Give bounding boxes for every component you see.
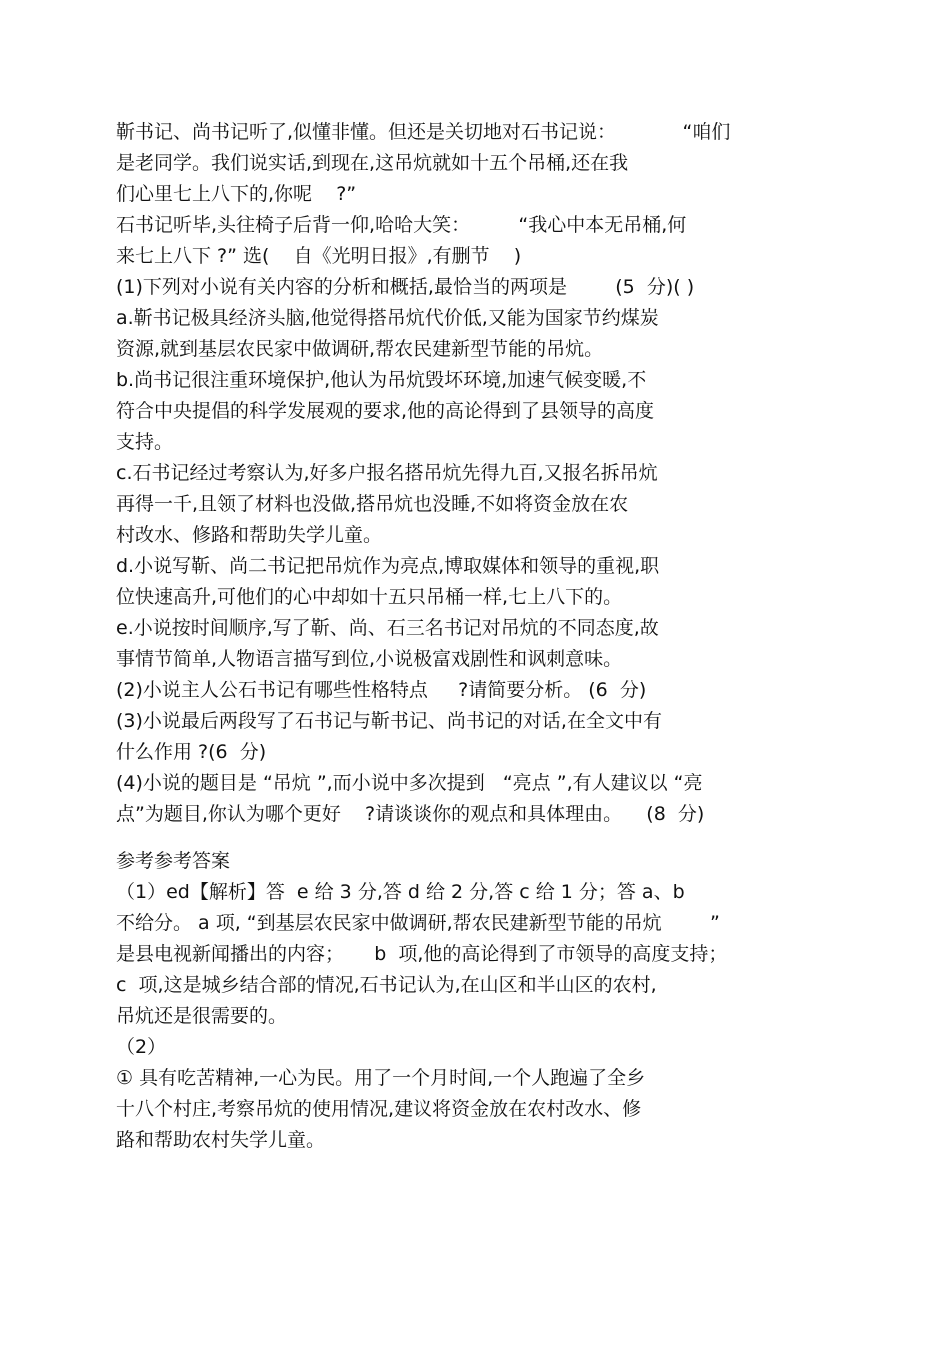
document-body	[116, 117, 816, 1156]
answer-line: （2）	[116, 1036, 167, 1058]
text-line: 来七上八下 ?” 选( 自《光明日报》,有删节 )	[116, 245, 522, 267]
option-c-cont: 村改水、修路和帮助失学儿童。	[116, 524, 383, 546]
option-b-cont: 支持。	[116, 431, 174, 453]
text-line: 靳书记、尚书记听了,似懂非懂。但还是关切地对石书记说： “咱们	[116, 121, 731, 143]
answer-line: 十八个村庄,考察吊炕的使用情况,建议将资金放在农村改水、修	[116, 1098, 642, 1120]
option-d-cont: 位快速高升,可他们的心中却如十五只吊桶一样,七上八下的。	[116, 586, 623, 608]
answer-line: ① 具有吃苦精神,一心为民。用了一个月时间,一个人跑遍了全乡	[116, 1067, 646, 1089]
answer-line: 是县电视新闻播出的内容； b 项,他的高论得到了市领导的高度支持；	[116, 943, 728, 965]
answer-line: c 项,这是城乡结合部的情况,石书记认为,在山区和半山区的农村,	[116, 974, 657, 996]
option-e: e.小说按时间顺序,写了靳、尚、石三名书记对吊炕的不同态度,故	[116, 617, 659, 639]
question-2: (2)小说主人公石书记有哪些性格特点 ?请简要分析。 (6 分)	[116, 679, 647, 701]
answer-heading: 参考参考答案	[116, 850, 231, 872]
answer-line: 不给分。 a 项, “到基层农民家中做调研,帮农民建新型节能的吊炕 ”	[116, 912, 720, 934]
text-line: 是老同学。我们说实话,到现在,这吊炕就如十五个吊桶,还在我	[116, 152, 629, 174]
question-3: (3)小说最后两段写了石书记与靳书记、尚书记的对话,在全文中有	[116, 710, 662, 732]
question-1: (1)下列对小说有关内容的分析和概括,最恰当的两项是 (5 分)( )	[116, 276, 695, 298]
story-passage	[116, 117, 816, 272]
text-line: 们心里七上八下的,你呢 ?”	[116, 183, 357, 205]
option-b-cont: 符合中央提倡的科学发展观的要求,他的高论得到了县领导的高度	[116, 400, 655, 422]
option-b: b.尚书记很注重环境保护,他认为吊炕毁坏环境,加速气候变暖,不	[116, 369, 647, 391]
question-3-cont: 什么作用 ?(6 分)	[116, 741, 267, 763]
answer-line: 路和帮助农村失学儿童。	[116, 1129, 326, 1151]
answer-section	[116, 846, 816, 1156]
option-c: c.石书记经过考察认为,好多户报名搭吊炕先得九百,又报名拆吊炕	[116, 462, 658, 484]
option-e-cont: 事情节简单,人物语言描写到位,小说极富戏剧性和讽刺意味。	[116, 648, 623, 670]
answer-line: 吊炕还是很需要的。	[116, 1005, 288, 1027]
question-4: (4)小说的题目是 “吊炕 ”,而小说中多次提到 “亮点 ”,有人建议以 “亮	[116, 772, 703, 794]
question-4-cont: 点”为题目,你认为哪个更好 ?请谈谈你的观点和具体理由。 (8 分)	[116, 803, 705, 825]
section-gap	[116, 830, 816, 846]
option-d: d.小说写靳、尚二书记把吊炕作为亮点,博取媒体和领导的重视,职	[116, 555, 660, 577]
option-a-cont: 资源,就到基层农民家中做调研,帮农民建新型节能的吊炕。	[116, 338, 604, 360]
answer-line: （1）ed【解析】答 e 给 3 分,答 d 给 2 分,答 c 给 1 分；答 a、b	[116, 881, 685, 903]
question-list	[116, 272, 816, 830]
text-line: 石书记听毕,头往椅子后背一仰,哈哈大笑： “我心中本无吊桶,何	[116, 214, 687, 236]
option-a: a.靳书记极具经济头脑,他觉得搭吊炕代价低,又能为国家节约煤炭	[116, 307, 659, 329]
option-c-cont: 再得一千,且领了材料也没做,搭吊炕也没睡,不如将资金放在农	[116, 493, 629, 515]
